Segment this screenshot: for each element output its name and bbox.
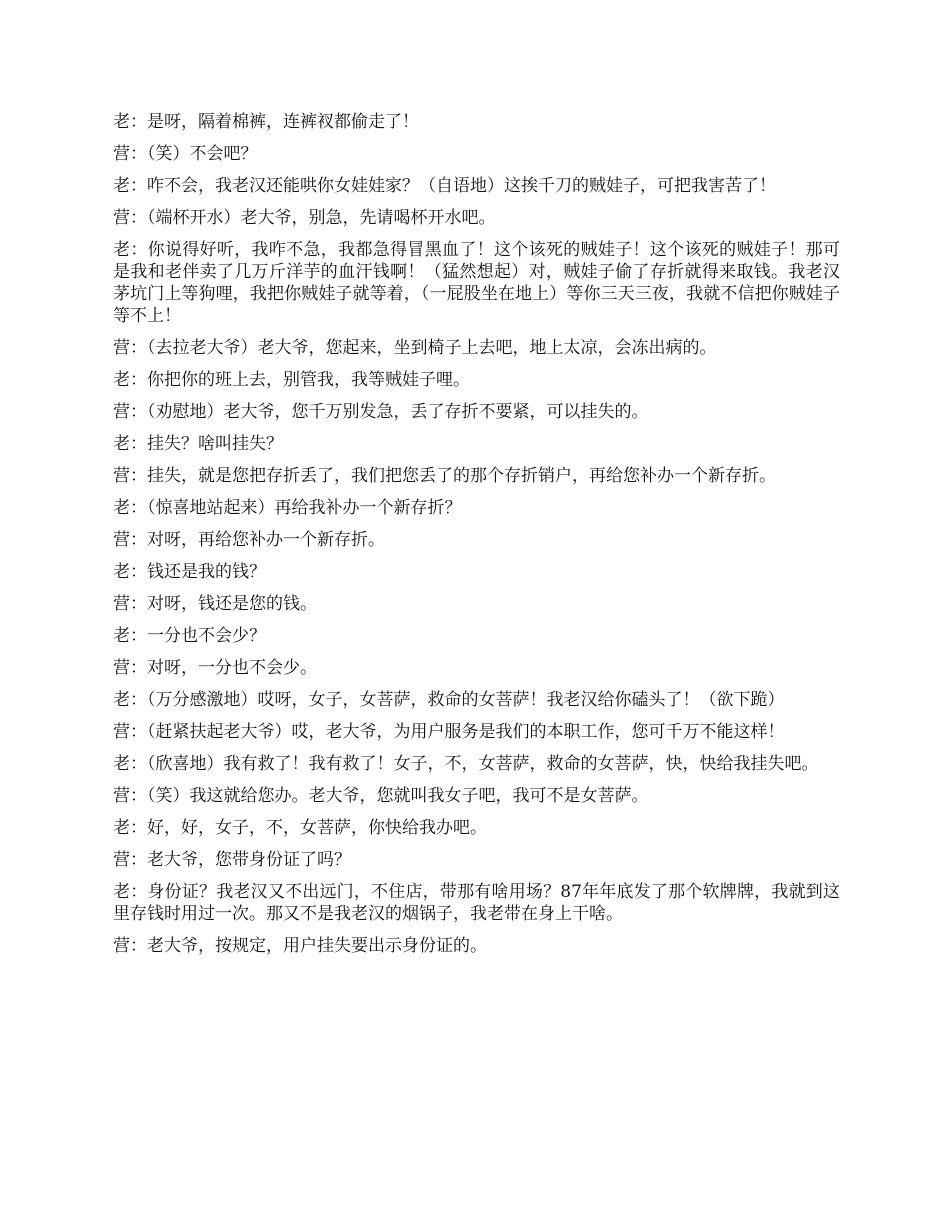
dialogue-line: 老：（万分感激地）哎呀，女子，女菩萨，救命的女菩萨！我老汉给你磕头了！（欲下跪） <box>113 690 785 710</box>
dialogue-line: 老：（惊喜地站起来）再给我补办一个新存折？ <box>113 498 462 518</box>
dialogue-line: 营：（赶紧扶起老大爷）哎，老大爷，为用户服务是我们的本职工作，您可千万不能这样！ <box>113 722 785 742</box>
dialogue-line: 营：（劝慰地）老大爷，您千万别发急，丢了存折不要紧，可以挂失的。 <box>113 402 649 422</box>
dialogue-line: 营：（笑）我这就给您办。老大爷，您就叫我女子吧，我可不是女菩萨。 <box>113 786 649 806</box>
dialogue-line: 营：对呀，钱还是您的钱。 <box>113 594 317 614</box>
dialogue-line: 老：咋不会，我老汉还能哄你女娃娃家？（自语地）这挨千刀的贼娃子，可把我害苦了！ <box>113 176 776 196</box>
dialogue-line: 老：身份证？我老汉又不出远门，不住店，带那有啥用场？87年年底发了那个软牌牌，我就到这里存钱时用过一次。那又不是我老汉的烟锅子，我老带在身上干啥。 <box>113 882 840 924</box>
dialogue-line: 老：挂失？啥叫挂失？ <box>113 434 283 454</box>
dialogue-line: 老：你把你的班上去，别管我，我等贼娃子哩。 <box>113 370 470 390</box>
dialogue-line: 老：是呀，隔着棉裤，连裤衩都偷走了！ <box>113 112 419 132</box>
dialogue-line: 营：（端杯开水）老大爷，别急，先请喝杯开水吧。 <box>113 208 496 228</box>
dialogue-line: 老：一分也不会少？ <box>113 626 266 646</box>
dialogue-line: 老：钱还是我的钱？ <box>113 562 266 582</box>
dialogue-line: 营：老大爷，按规定，用户挂失要出示身份证的。 <box>113 936 487 956</box>
dialogue-line: 营：对呀，一分也不会少。 <box>113 658 317 678</box>
dialogue-line: 营：挂失，就是您把存折丢了，我们把您丢了的那个存折销户，再给您补办一个新存折。 <box>113 466 776 486</box>
dialogue-line: 老：好，好，女子，不，女菩萨，你快给我办吧。 <box>113 818 487 838</box>
dialogue-line: 营：（去拉老大爷）老大爷，您起来，坐到椅子上去吧，地上太凉，会冻出病的。 <box>113 338 717 358</box>
dialogue-line: 老：你说得好听，我咋不急，我都急得冒黑血了！这个该死的贼娃子！这个该死的贼娃子！那可是我和老伴卖了几万斤洋芋的血汗钱啊！（猛然想起）对，贼娃子偷了存折就得来取钱。我老汉茅坑门上等狗哩，我把你贼娃子就等着，（一屁股坐在地上）等你三天三夜，我就不信把你贼娃子等不上！ <box>113 240 840 326</box>
dialogue-body <box>113 111 840 967</box>
dialogue-line: 营：对呀，再给您补办一个新存折。 <box>113 530 385 550</box>
dialogue-line: 营：老大爷，您带身份证了吗？ <box>113 850 351 870</box>
dialogue-line: 老：（欣喜地）我有救了！我有救了！女子，不，女菩萨，救命的女菩萨，快，快给我挂失吧。 <box>113 754 819 774</box>
dialogue-line: 营：（笑）不会吧？ <box>113 144 258 164</box>
